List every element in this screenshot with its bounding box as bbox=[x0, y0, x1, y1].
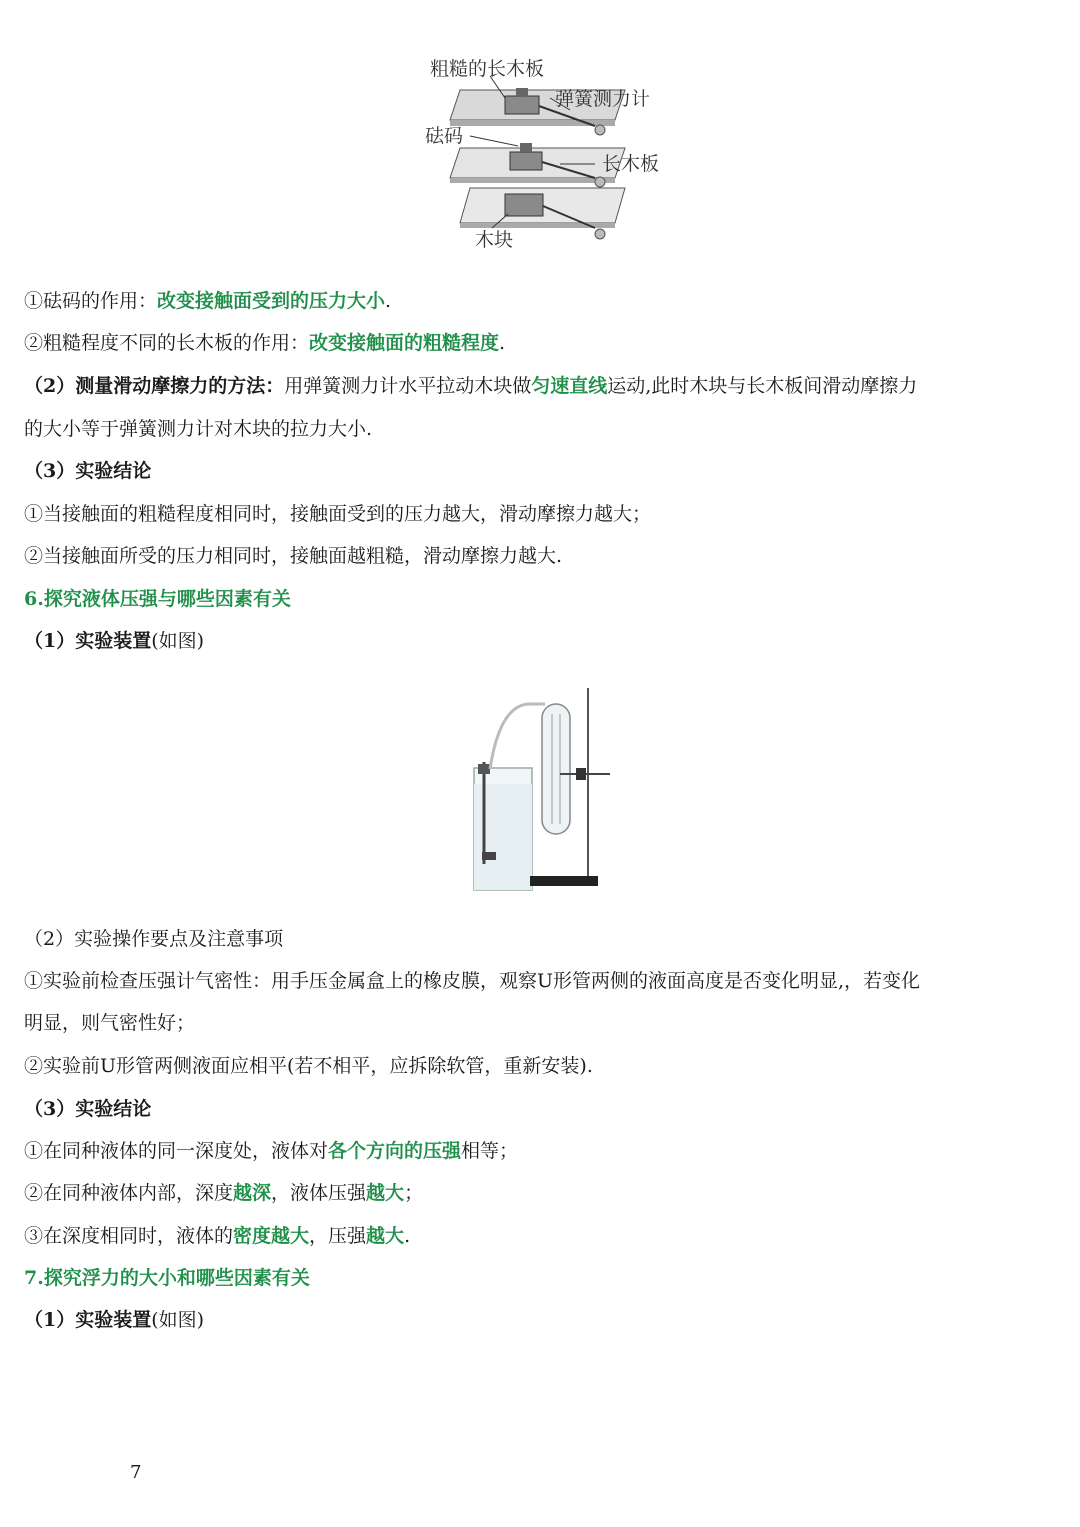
friction-method-cont: 的大小等于弹簧测力计对木块的拉力大小. bbox=[24, 418, 373, 440]
c3-suffix: . bbox=[404, 1225, 411, 1247]
friction-item-2-prefix: ②粗糙程度不同的长木板的作用： bbox=[24, 332, 310, 354]
section-7-device-suffix: (如图) bbox=[151, 1309, 205, 1331]
section-6-device-label: （1）实验装置 bbox=[24, 630, 152, 652]
section-6-op-2: ②实验前U形管两侧液面应相平(若不相平，应拆除软管，重新安装). bbox=[24, 1055, 593, 1077]
section-6-device-suffix: (如图) bbox=[151, 630, 205, 652]
section-6-conclusion-3 bbox=[24, 1221, 410, 1251]
section-6-device bbox=[24, 626, 204, 656]
friction-item-2 bbox=[24, 328, 505, 358]
friction-conclusion-1: ①当接触面的粗糙程度相同时，接触面受到的压力越大，滑动摩擦力越大； bbox=[24, 503, 652, 525]
friction-method-text-2: 运动,此时木块与长木板间滑动摩擦力 bbox=[607, 375, 918, 397]
friction-apparatus-figure bbox=[410, 48, 680, 258]
friction-item-1-highlight: 改变接触面受到的压力大小 bbox=[157, 290, 386, 312]
friction-conclusion-title: （3）实验结论 bbox=[24, 460, 152, 482]
section-7-device bbox=[24, 1305, 204, 1335]
friction-method-label: （2）测量滑动摩擦力的方法： bbox=[24, 375, 285, 397]
friction-method bbox=[24, 371, 917, 401]
c2-suffix: ； bbox=[404, 1182, 424, 1204]
c3-prefix: ③在深度相同时，液体的 bbox=[24, 1225, 234, 1247]
label-rough-board: 粗糙的长木板 bbox=[430, 58, 545, 80]
section-6-ops-title: （2）实验操作要点及注意事项 bbox=[24, 928, 284, 950]
c2-highlight-2: 越大 bbox=[366, 1182, 405, 1204]
friction-item-2-suffix: . bbox=[499, 332, 506, 354]
c2-mid: ，液体压强 bbox=[271, 1182, 367, 1204]
liquid-pressure-apparatus-figure bbox=[460, 684, 620, 900]
friction-method-highlight: 匀速直线 bbox=[531, 375, 608, 397]
page-number: 7 bbox=[130, 1462, 142, 1483]
friction-item-1-suffix: . bbox=[385, 290, 392, 312]
friction-conclusion-2: ②当接触面所受的压力相同时，接触面越粗糙，滑动摩擦力越大. bbox=[24, 545, 563, 567]
c2-prefix: ②在同种液体内部，深度 bbox=[24, 1182, 234, 1204]
label-long-board: 长木板 bbox=[602, 153, 660, 175]
c3-highlight-1: 密度越大 bbox=[233, 1225, 310, 1247]
c1-prefix: ①在同种液体的同一深度处，液体对 bbox=[24, 1140, 329, 1162]
section-7-device-label: （1）实验装置 bbox=[24, 1309, 152, 1331]
c3-mid: ，压强 bbox=[309, 1225, 367, 1247]
label-weight: 砝码 bbox=[425, 125, 464, 147]
section-6-op-1-cont: 明显，则气密性好； bbox=[24, 1012, 196, 1034]
friction-item-1 bbox=[24, 286, 391, 316]
friction-item-1-prefix: ①砝码的作用： bbox=[24, 290, 158, 312]
friction-item-2-highlight: 改变接触面的粗糙程度 bbox=[309, 332, 500, 354]
label-spring-scale: 弹簧测力计 bbox=[555, 88, 651, 110]
c1-highlight: 各个方向的压强 bbox=[328, 1140, 462, 1162]
section-6-conclusion-title: （3）实验结论 bbox=[24, 1098, 152, 1120]
label-block: 木块 bbox=[475, 229, 514, 251]
friction-method-text-1: 用弹簧测力计水平拉动木块做 bbox=[284, 375, 532, 397]
section-6-conclusion-2 bbox=[24, 1178, 423, 1208]
c3-highlight-2: 越大 bbox=[366, 1225, 405, 1247]
section-6-heading: 6.探究液体压强与哪些因素有关 bbox=[24, 588, 291, 610]
section-6-op-1: ①实验前检查压强计气密性：用手压金属盒上的橡皮膜，观察U形管两侧的液面高度是否变化明显,，若变化 bbox=[24, 970, 921, 992]
section-6-conclusion-1 bbox=[24, 1136, 518, 1166]
section-7-heading: 7.探究浮力的大小和哪些因素有关 bbox=[24, 1267, 310, 1289]
c2-highlight-1: 越深 bbox=[233, 1182, 272, 1204]
c1-suffix: 相等； bbox=[461, 1140, 519, 1162]
